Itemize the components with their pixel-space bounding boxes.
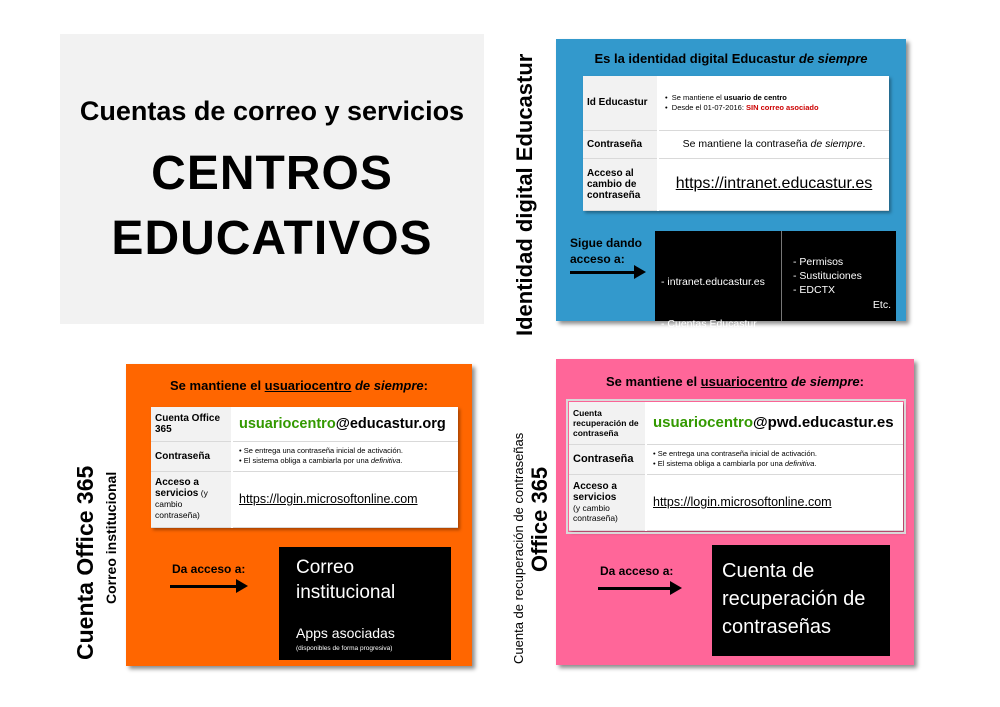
table-row [151, 441, 458, 471]
pwd-post: . [862, 138, 866, 150]
educastur-info-table [583, 76, 889, 211]
arrow-right-icon [570, 271, 636, 274]
title-subtitle: Cuentas de correo y servicios [79, 96, 465, 126]
educastur-header-text: Es la identidad digital Educastur [594, 51, 799, 66]
target-main: Correo institucional [296, 557, 396, 603]
intranet-link[interactable]: https://intranet.educastur.es [675, 175, 873, 192]
id-bullet-2: • Desde el 01-07-2016: SIN correo asociado [665, 102, 819, 112]
office365-side-label: Cuenta Office 365 [72, 465, 98, 660]
access-label: Acceso a servicios [573, 481, 617, 503]
access-label: Acceso a servicios [155, 477, 199, 499]
service-item: - Permisos [793, 256, 844, 268]
header-em: de siempre [351, 378, 424, 393]
account-domain: @pwd.educastur.es [753, 414, 894, 432]
pwd-bullet-2: • El sistema obliga a cambiarla por una definitiva. [239, 456, 403, 465]
services-etc: Etc. [872, 299, 891, 311]
pwd-bullet-1: • Se entrega una contraseña inicial de activación. [239, 446, 403, 455]
table-row [569, 474, 903, 530]
office365-target-box [279, 547, 451, 660]
row-value-password [658, 130, 889, 158]
office365-da-acceso: Da acceso a: [172, 562, 246, 576]
table-row [583, 158, 889, 210]
id-b1-bold: usuario de centro [723, 92, 787, 102]
recovery-panel [556, 359, 914, 665]
office365-info-table [151, 407, 458, 528]
id-bullet-1: • Se mantiene el usuario de centro [665, 92, 787, 102]
pwd-bullet-1: • Se entrega una contraseña inicial de activación. [653, 449, 817, 458]
pwd-b2-em: definitiva [370, 456, 401, 465]
row-label-account: Cuenta Office 365 [151, 407, 232, 441]
header-user: usuariocentro [264, 378, 352, 393]
access-note: (y cambio contraseña) [573, 503, 618, 523]
table-row [151, 407, 458, 441]
service-item: - Cuentas Educastur [661, 318, 757, 330]
header-user: usuariocentro [700, 374, 788, 389]
header-em: de siempre [787, 374, 860, 389]
arrow-head-icon [670, 581, 682, 595]
row-label-access: Acceso al cambio de contraseña [583, 158, 658, 210]
row-value-id [658, 76, 889, 130]
table-row [569, 402, 903, 444]
row-label-access [569, 474, 646, 530]
pwd-text: Se mantiene la contraseña [682, 138, 811, 150]
recovery-side-label-main: Office 365 [527, 466, 552, 572]
office365-side-sublabel: Correo institucional [103, 471, 119, 604]
pwd-bullet-2: • El sistema obliga a cambiarla por una definitiva. [653, 459, 817, 468]
id-b1-text: Se mantiene el [671, 92, 724, 102]
id-b2-red: SIN correo asociado [746, 102, 819, 112]
pwd-b1: Se entrega una contraseña inicial de activación. [657, 449, 817, 458]
services-right-list [793, 255, 862, 297]
row-label-access [151, 471, 232, 527]
table-row [583, 76, 889, 130]
pwd-b2: El sistema obliga a cambiarla por una [243, 456, 371, 465]
pwd-b1: Se entrega una contraseña inicial de activación. [243, 446, 403, 455]
educastur-services-box [655, 231, 896, 330]
educastur-header [556, 51, 906, 66]
row-label-id: Id Educastur [583, 76, 658, 130]
title-line-1: CENTROS [151, 147, 393, 200]
services-divider [781, 231, 782, 321]
row-label-password: Contraseña [569, 444, 646, 474]
pwd-b2-em: definitiva [784, 459, 815, 468]
recovery-header [556, 374, 914, 389]
service-item: - intranet.educastur.es [661, 276, 765, 288]
account-user: usuariocentro [653, 414, 754, 432]
microsoft-login-link[interactable]: https://login.microsoftonline.com [239, 492, 418, 506]
header-post: : [423, 378, 428, 393]
educastur-panel [556, 39, 906, 330]
educastur-sigue-label: Sigue dando acceso a: [570, 236, 642, 266]
arrow-right-icon [598, 587, 672, 590]
recovery-da-acceso: Da acceso a: [600, 564, 674, 578]
target-apps: Apps asociadas [296, 625, 395, 641]
arrow-head-icon [634, 265, 646, 279]
arrow-right-icon [170, 585, 238, 588]
recovery-target-box [712, 545, 890, 656]
office365-panel [126, 364, 472, 666]
table-row [583, 130, 889, 158]
service-item: - EDCTX [793, 284, 835, 296]
arrow-head-icon [236, 579, 248, 593]
pwd-em: de siempre [810, 138, 863, 150]
table-row [151, 471, 458, 527]
microsoft-login-link[interactable]: https://login.microsoftonline.com [653, 495, 832, 509]
row-label-password: Contraseña [583, 130, 658, 158]
educastur-header-em: de siempre [798, 51, 868, 66]
account-domain: @educastur.org [335, 415, 446, 432]
recovery-info-table [569, 402, 903, 531]
educastur-side-label: Identidad digital Educastur [512, 53, 537, 336]
pwd-b2-post: . [400, 456, 403, 465]
office365-header [126, 378, 472, 393]
header-text: Se mantiene el [170, 378, 265, 393]
title-panel [60, 34, 484, 324]
row-label-password: Contraseña [151, 441, 232, 471]
row-value-account [646, 402, 903, 444]
pwd-b2: El sistema obliga a cambiarla por una [657, 459, 785, 468]
target-note: (disponibles de forma progresiva) [296, 645, 393, 652]
row-value-password [232, 441, 458, 471]
header-text: Se mantiene el [606, 374, 701, 389]
row-value-account [232, 407, 458, 441]
access-note: (y cambio contraseña) [155, 488, 208, 520]
row-label-account: Cuenta recuperación de contraseña [569, 402, 646, 444]
table-row [569, 444, 903, 474]
account-user: usuariocentro [239, 415, 336, 432]
recovery-side-label-top: Cuenta de recuperación de contraseñas [511, 432, 526, 664]
target-main: Cuenta de recuperación de contraseñas [722, 560, 866, 638]
title-line-2: EDUCATIVOS [111, 212, 433, 265]
service-item: - Sustituciones [793, 270, 862, 282]
header-post: : [859, 374, 864, 389]
id-b2-text: Desde el 01-07-2016: [671, 102, 747, 112]
row-value-password [646, 444, 903, 474]
pwd-b2-post: . [814, 459, 817, 468]
